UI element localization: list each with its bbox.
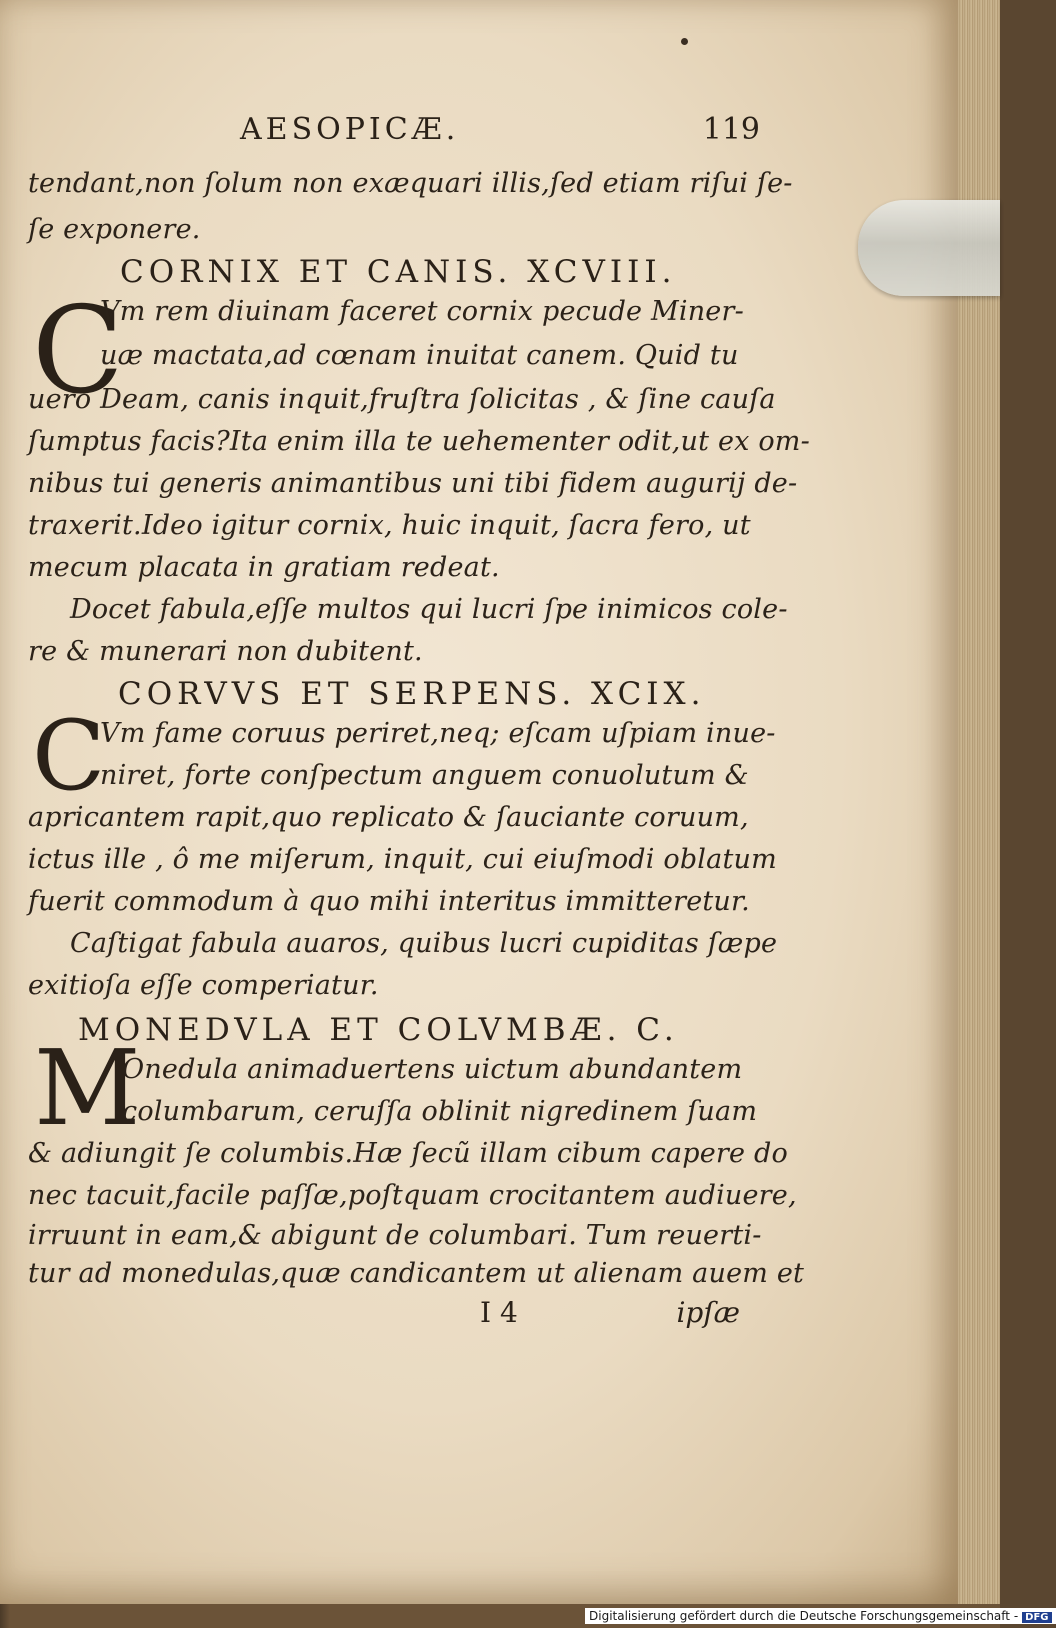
ink-dot [681,38,688,45]
text-line: nibus tui generis animantibus uni tibi fidem augurij de- [28,468,798,499]
text-line: ſe exponere. [28,214,201,245]
text-line: traxerit.Ideo igitur cornix, huic inquit, ſacra fero, ut [28,510,751,541]
text-line: ictus ille , ô me miſerum, inquit, cui eiuſmodi oblatum [28,844,777,875]
text-line: tur ad monedulas,quæ candicantem ut alienam auem et [28,1258,805,1289]
fable-heading: MONEDVLA ET COLVMBÆ. C. [78,1012,679,1048]
text-line: apricantem rapit,quo replicato & ſauciante coruum, [28,802,749,833]
text-line: Onedula animaduertens uictum abundantem [122,1054,743,1085]
text-line: irruunt in eam,& abigunt de columbari. Tum reuerti- [28,1220,762,1251]
signature-mark: I 4 [480,1296,518,1329]
text-line: Vm rem diuinam faceret cornix pecude Miner- [100,296,744,327]
moral-line: Docet fabula,eſſe multos qui lucri ſpe inimicos cole- [70,594,788,625]
moral-line: Caſtigat fabula auaros, quibus lucri cupiditas ſæpe [70,928,778,959]
signature-line [480,1296,740,1329]
text-line: & adiungit ſe columbis.Hæ ſecũ illam cibum capere do [28,1138,788,1169]
text-line: columbarum, ceruſſa oblinit nigredinem ſuam [122,1096,758,1127]
fable-heading: CORVVS ET SERPENS. XCIX. [118,676,706,712]
text-line: tendant,non ſolum non exæquari illis,ſed etiam riſui ſe- [28,168,793,199]
text-line: mecum placata in gratiam redeat. [28,552,500,583]
bookmark-clip [858,200,1000,296]
fable-heading: CORNIX ET CANIS. XCVIII. [120,254,677,290]
text-line: Vm fame coruus periret,neq; eſcam uſpiam inue- [100,718,776,749]
moral-line: exitioſa eſſe comperiatur. [28,970,379,1001]
drop-initial: C [32,282,124,421]
running-title: AESOPICÆ. [240,112,460,147]
text-line: uero Deam, canis inquit,fruſtra ſolicitas , & ſine cauſa [28,384,776,415]
digitization-text: Digitalisierung gefördert durch die Deutsche Forschungsgemeinschaft - [589,1609,1019,1623]
text-line: niret, forte conſpectum anguem conuolutum & [100,760,749,791]
moral-line: re & munerari non dubitent. [28,636,423,667]
running-head [240,112,760,147]
dfg-logo: DFG [1022,1612,1051,1623]
catchword: ipſæ [676,1296,740,1329]
drop-initial: C [32,700,106,812]
text-line: fuerit commodum à quo mihi interitus immitteretur. [28,886,750,917]
text-line: uæ mactata,ad cœnam inuitat canem. Quid tu [100,340,739,371]
text-line: ſumptus facis?Ita enim illa te uehementer odit,ut ex om- [28,426,810,457]
digitization-note [585,1608,1056,1624]
drop-initial: M [34,1027,141,1149]
page-number: 119 [702,112,760,147]
text-line: nec tacuit,facile paſſæ,poſtquam crocitantem audiuere, [28,1180,797,1211]
